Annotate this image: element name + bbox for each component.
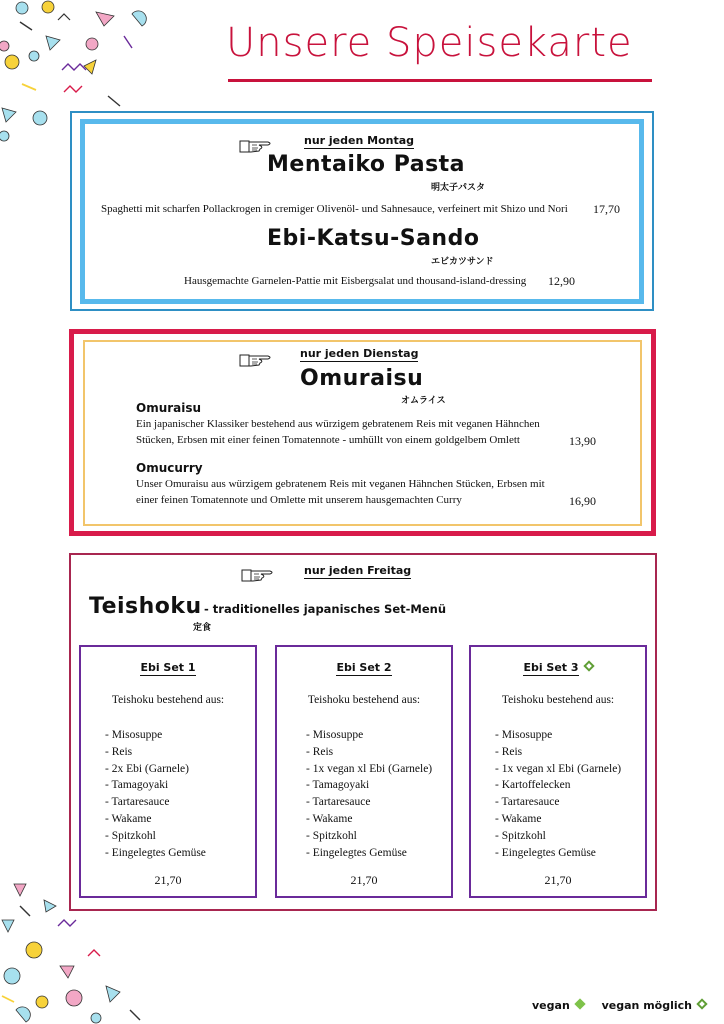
ebi-set-2-card	[275, 645, 453, 898]
set-price: 21,70	[350, 873, 378, 887]
list-item: - Tartaresauce	[105, 796, 170, 809]
mentaiko-pasta-name: Mentaiko Pasta	[267, 152, 466, 177]
set-intro: Teishoku bestehend aus:	[111, 694, 225, 706]
mentaiko-pasta-price: 17,70	[593, 202, 620, 216]
set-item-list	[105, 727, 206, 861]
list-item: - Wakame	[495, 812, 542, 825]
omucurry-price: 16,90	[569, 494, 596, 508]
set-title-text: Ebi Set 3	[523, 661, 579, 674]
vegan-possible-icon	[583, 660, 594, 671]
omucurry-description-line2: einer feinen Tomatennote und Omlette mit unserem hausgemachten Curry	[136, 494, 462, 506]
legend-vegan-possible-label: vegan möglich	[601, 999, 692, 1012]
set-title	[471, 661, 645, 674]
omucurry-item-name: Omucurry	[136, 461, 203, 475]
list-item: - Spitzkohl	[105, 829, 156, 842]
vegan-icon	[574, 998, 585, 1009]
list-item: - Misosuppe	[495, 729, 553, 741]
pointing-hand-icon	[239, 351, 273, 369]
monday-day-label: nur jeden Montag	[304, 134, 415, 147]
set-title	[277, 661, 451, 674]
set-title-text: Ebi Set 1	[140, 661, 196, 674]
list-item: - Wakame	[306, 812, 353, 825]
vegan-possible-icon	[696, 998, 707, 1009]
set-intro: Teishoku bestehend aus:	[307, 694, 421, 706]
ebi-set-1-card	[79, 645, 257, 898]
list-item: - 1x vegan xl Ebi (Garnele)	[495, 762, 622, 775]
list-item: - Reis	[495, 745, 523, 758]
ebi-katsu-sando-japanese: エビカツサンド	[431, 257, 494, 267]
mentaiko-pasta-japanese: 明太子パスタ	[431, 183, 486, 193]
omucurry-description-line1: Unser Omuraisu aus würzigem gebratenem Reis mit veganen Hähnchen Stücken, Erbsen mit	[136, 478, 545, 490]
teishoku-title: Teishoku	[89, 594, 202, 619]
pointing-hand-icon	[241, 566, 275, 584]
title-underline	[228, 79, 652, 82]
mentaiko-pasta-description: Spaghetti mit scharfen Pollackrogen in cremiger Olivenöl- und Sahnesauce, verfeinert mit Shizo und Nori	[101, 203, 568, 215]
teishoku-subtitle: - traditionelles japanisches Set-Menü	[204, 602, 447, 616]
tuesday-day-label: nur jeden Dienstag	[300, 347, 419, 360]
teishoku-japanese: 定食	[193, 623, 212, 633]
list-item: - 2x Ebi (Garnele)	[105, 762, 189, 775]
list-item: - Misosuppe	[306, 729, 364, 741]
list-item: - Eingelegtes Gemüse	[306, 846, 407, 859]
list-item: - Spitzkohl	[306, 829, 357, 842]
list-item: - Wakame	[105, 812, 152, 825]
ebi-katsu-sando-price: 12,90	[548, 274, 575, 288]
omuraisu-price: 13,90	[569, 434, 596, 448]
list-item: - Eingelegtes Gemüse	[105, 846, 206, 859]
omuraisu-heading: Omuraisu	[300, 366, 424, 391]
set-item-list	[495, 727, 621, 861]
page-title: Unsere Speisekarte	[226, 20, 633, 66]
list-item: - Misosuppe	[105, 729, 163, 741]
list-item: - Tartaresauce	[306, 796, 371, 809]
list-item: - Reis	[105, 745, 133, 758]
vegan-legend	[532, 999, 706, 1012]
list-item: - Tamagoyaki	[105, 779, 169, 792]
list-item: - Tartaresauce	[495, 796, 560, 809]
list-item: - Kartoffelecken	[495, 779, 571, 792]
list-item: - Reis	[306, 745, 334, 758]
set-title	[81, 661, 255, 674]
omuraisu-japanese: オムライス	[401, 396, 446, 406]
legend-vegan-label: vegan	[532, 999, 570, 1012]
set-price: 21,70	[544, 873, 572, 887]
list-item: - Tamagoyaki	[306, 779, 370, 792]
list-item: - Spitzkohl	[495, 829, 546, 842]
omuraisu-item-name: Omuraisu	[136, 401, 202, 415]
ebi-set-3-card	[469, 645, 647, 898]
list-item: - 1x vegan xl Ebi (Garnele)	[306, 762, 433, 775]
list-item: - Eingelegtes Gemüse	[495, 846, 596, 859]
set-price: 21,70	[154, 873, 182, 887]
ebi-katsu-sando-description: Hausgemachte Garnelen-Pattie mit Eisbergsalat und thousand-island-dressing	[184, 275, 527, 287]
friday-day-label: nur jeden Freitag	[304, 564, 412, 577]
omuraisu-description-line2: Stücken, Erbsen mit einer feinen Tomatennote - umhüllt von einem goldgelbem Omlett	[136, 434, 520, 446]
set-title-text: Ebi Set 2	[336, 661, 392, 674]
omuraisu-description-line1: Ein japanischer Klassiker bestehend aus würzigem gebratenem Reis mit veganen Hähnchen	[136, 418, 540, 430]
set-item-list	[306, 727, 432, 861]
ebi-katsu-sando-name: Ebi-Katsu-Sando	[267, 226, 480, 251]
set-intro: Teishoku bestehend aus:	[501, 694, 615, 706]
